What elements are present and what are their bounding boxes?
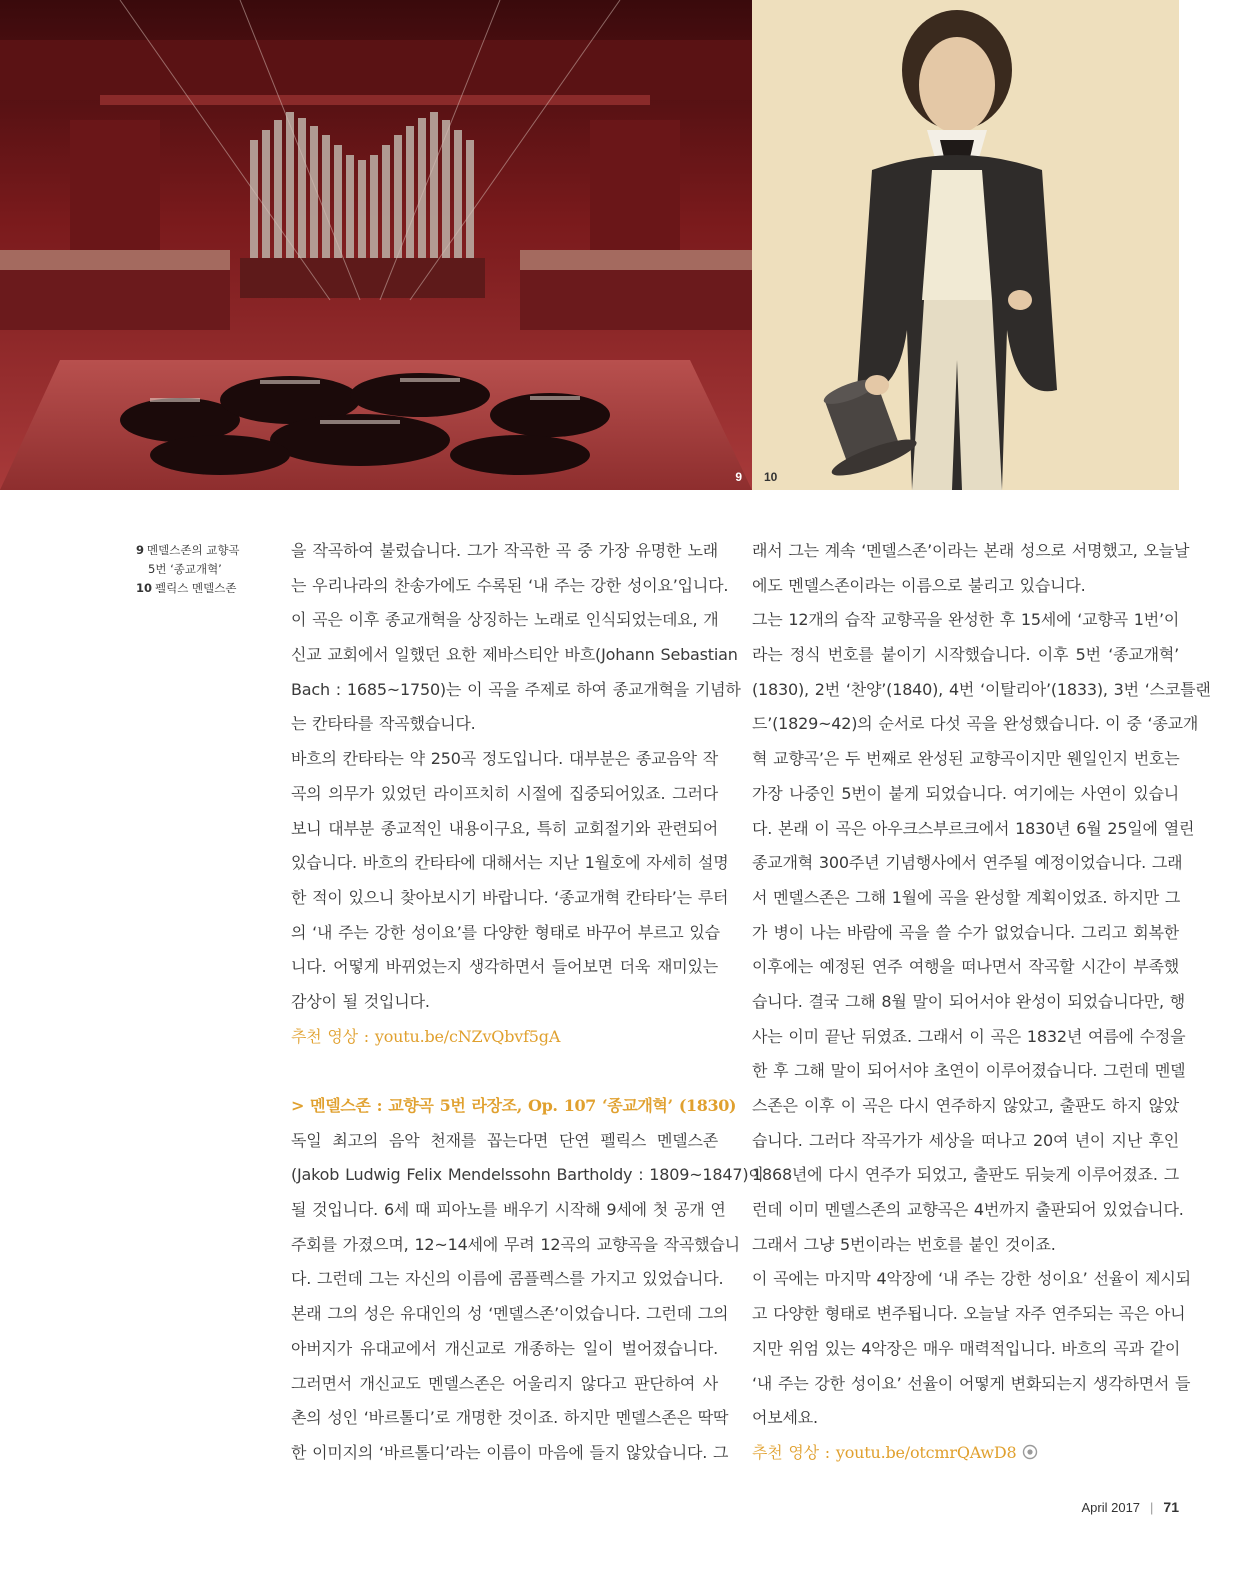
caption-number: 10 [136,581,153,595]
text-line: Bach : 1685~1750)는 이 곡을 주제로 하여 종교개혁을 기념하 [291,679,741,699]
text-line: 신교 교회에서 일했던 요한 제바스티안 바흐(Johann Sebastian [291,645,738,665]
text-line: 그러면서 개신교도 멘델스존은 어울리지 않다고 판단하여 사 [291,1373,718,1393]
text-line: 의 ‘내 주는 강한 성이요’를 다양한 형태로 바꾸어 부르고 있습 [291,922,720,942]
caption-9 [136,541,286,560]
text-line: 사는 이미 끝난 뒤였죠. 그래서 이 곡은 1832년 여름에 수정을 [752,1026,1186,1046]
article-column-middle [291,534,764,1471]
text-line: 고 다양한 형태로 변주됩니다. 오늘날 자주 연주되는 곡은 아니 [752,1304,1186,1324]
caption-text: 멘델스존의 교향곡 [147,543,240,557]
text-line: 스존은 이후 이 곡은 다시 연주하지 않았고, 출판도 하지 않았 [752,1096,1179,1115]
concert-hall-photo [0,0,752,490]
text-line: 이 곡은 이후 종교개혁을 상징하는 노래로 인식되었는데요, 개 [291,610,719,630]
text-line: 있습니다. 바흐의 칸타타에 대해서는 지난 1월호에 자세히 설명 [291,853,729,873]
issue-date: April 2017 [1081,1500,1141,1515]
text-line: 다. 본래 이 곡은 아우크스부르크에서 1830년 6월 25일에 열린 [752,818,1195,838]
text-line: 다. 그런데 그는 자신의 이름에 콤플렉스를 가지고 있었습니다. [291,1269,724,1289]
text-line: ‘내 주는 강한 성이요’ 선율이 어떻게 변화되는지 생각하면서 들 [752,1373,1191,1393]
text-line: 가 병이 나는 바람에 곡을 쓸 수가 없었습니다. 그리고 회복한 [752,922,1179,942]
blank-line [291,1054,718,1089]
text-line: 이 곡에는 마지막 4악장에 ‘내 주는 강한 성이요’ 선율이 제시되 [752,1269,1191,1289]
link-text[interactable]: 추천 영상 : youtu.be/otcmrQAwD8 [752,1442,1017,1462]
text-line: 그는 12개의 습작 교향곡을 완성한 후 15세에 ‘교향곡 1번’이 [752,610,1180,630]
text-line: 바흐의 칸타타는 약 250곡 정도입니다. 대부분은 종교음악 작 [291,749,718,769]
text-line: 보니 대부분 종교적인 내용이구요, 특히 교회절기와 관련되어 [291,818,718,838]
page-number: 71 [1163,1499,1179,1515]
text-line: (Jakob Ludwig Felix Mendelssohn Bartholdy : 1809~1847)이 [291,1165,764,1185]
text-line: 한 이미지의 ‘바르톨디’라는 이름이 마음에 들지 않았습니다. 그 [291,1442,729,1462]
text-line: 는 우리나라의 찬송가에도 수록된 ‘내 주는 강한 성이요’입니다. [291,575,729,595]
text-line: 이후에는 예정된 연주 여행을 떠나면서 작곡할 시간이 부족했 [752,957,1179,977]
text-line: 가장 나중인 5번이 붙게 되었습니다. 여기에는 사연이 있습니 [752,783,1179,803]
photo-captions [136,541,286,598]
page-footer [1081,1499,1179,1515]
section-heading: > 멘델스존 : 교향곡 5번 라장조, Op. 107 ‘종교개혁’ (1830) [291,1096,737,1115]
recommended-video-link-1[interactable]: 추천 영상 : youtu.be/cNZvQbvf5gA [291,1026,561,1046]
caption-text: 펠릭스 멘델스존 [155,581,237,595]
end-mark-icon [1022,1444,1038,1460]
text-line: 주회를 가졌으며, 12~14세에 무려 12곡의 교향곡을 작곡했습니 [291,1234,740,1254]
photo-number-10: 10 [764,470,778,484]
text-line: 드’(1829~42)의 순서로 다섯 곡을 완성했습니다. 이 중 ‘종교개 [752,714,1199,734]
text-line: 니다. 어떻게 바뀌었는지 생각하면서 들어보면 더욱 재미있는 [291,957,718,977]
text-line: 래서 그는 계속 ‘멘델스존’이라는 본래 성으로 서명했고, 오늘날 [752,541,1190,560]
text-line: 런데 이미 멘델스존의 교향곡은 4번까지 출판되어 있었습니다. [752,1200,1184,1220]
text-line: (1830), 2번 ‘찬양’(1840), 4번 ‘이탈리아’(1833), 3번 ‘스코틀랜 [752,679,1211,699]
text-line: 본래 그의 성은 유대인의 성 ‘멘델스존’이었습니다. 그런데 그의 [291,1304,729,1324]
text-line: 혁 교향곡’은 두 번째로 완성된 교향곡이지만 웬일인지 번호는 [752,749,1180,769]
text-line: 1868년에 다시 연주가 되었고, 출판도 뒤늦게 이루어졌죠. 그 [752,1165,1179,1185]
text-line: 한 적이 있으니 찾아보시기 바랍니다. ‘종교개혁 칸타타’는 루터 [291,887,729,907]
text-line: 아버지가 유대교에서 개신교로 개종하는 일이 벌어졌습니다. [291,1338,718,1358]
text-line: 촌의 성인 ‘바르톨디’로 개명한 것이죠. 하지만 멘델스존은 딱딱 [291,1408,729,1428]
text-line: 지만 위엄 있는 4악장은 매우 매력적입니다. 바흐의 곡과 같이 [752,1338,1181,1358]
text-line: 라는 정식 번호를 붙이기 시작했습니다. 이후 5번 ‘종교개혁’ [752,645,1179,665]
text-line: 될 것입니다. 6세 때 피아노를 배우기 시작해 9세에 첫 공개 연 [291,1200,726,1220]
caption-text: 5번 ‘종교개혁’ [148,562,222,576]
text-line: 한 후 그해 말이 되어서야 초연이 이루어졌습니다. 그런데 멘델 [752,1061,1186,1081]
text-line: 감상이 될 것입니다. [291,991,430,1011]
text-line: 독일 최고의 음악 천재를 꼽는다면 단연 펠릭스 멘델스존 [291,1130,718,1150]
text-line: 을 작곡하여 불렀습니다. 그가 작곡한 곡 중 가장 유명한 노래 [291,541,718,560]
text-line: 어보세요. [752,1408,818,1428]
recommended-video-link-2[interactable] [752,1436,1179,1471]
text-line: 서 멘델스존은 그해 1월에 곡을 완성할 계획이었죠. 하지만 그 [752,887,1181,907]
text-line: 에도 멘델스존이라는 이름으로 불리고 있습니다. [752,575,1086,595]
caption-10 [136,579,286,598]
concert-hall-illustration [0,0,752,490]
caption-number: 9 [136,543,145,557]
mendelssohn-portrait [752,0,1179,490]
portrait-illustration [752,0,1179,490]
article-column-right [752,534,1211,1471]
text-line: 는 칸타타를 작곡했습니다. [291,714,476,734]
footer-separator: | [1150,1500,1154,1515]
text-line: 종교개혁 300주년 기념행사에서 연주될 예정이었습니다. 그래 [752,853,1183,873]
text-line: 습니다. 그러다 작곡가가 세상을 떠나고 20여 년이 지난 후인 [752,1130,1179,1150]
text-line: 그래서 그냥 5번이라는 번호를 붙인 것이죠. [752,1234,1056,1254]
text-line: 습니다. 결국 그해 8월 말이 되어서야 완성이 되었습니다만, 행 [752,991,1185,1011]
photo-number-9: 9 [735,470,742,484]
text-line: 곡의 의무가 있었던 라이프치히 시절에 집중되어있죠. 그러다 [291,783,718,803]
